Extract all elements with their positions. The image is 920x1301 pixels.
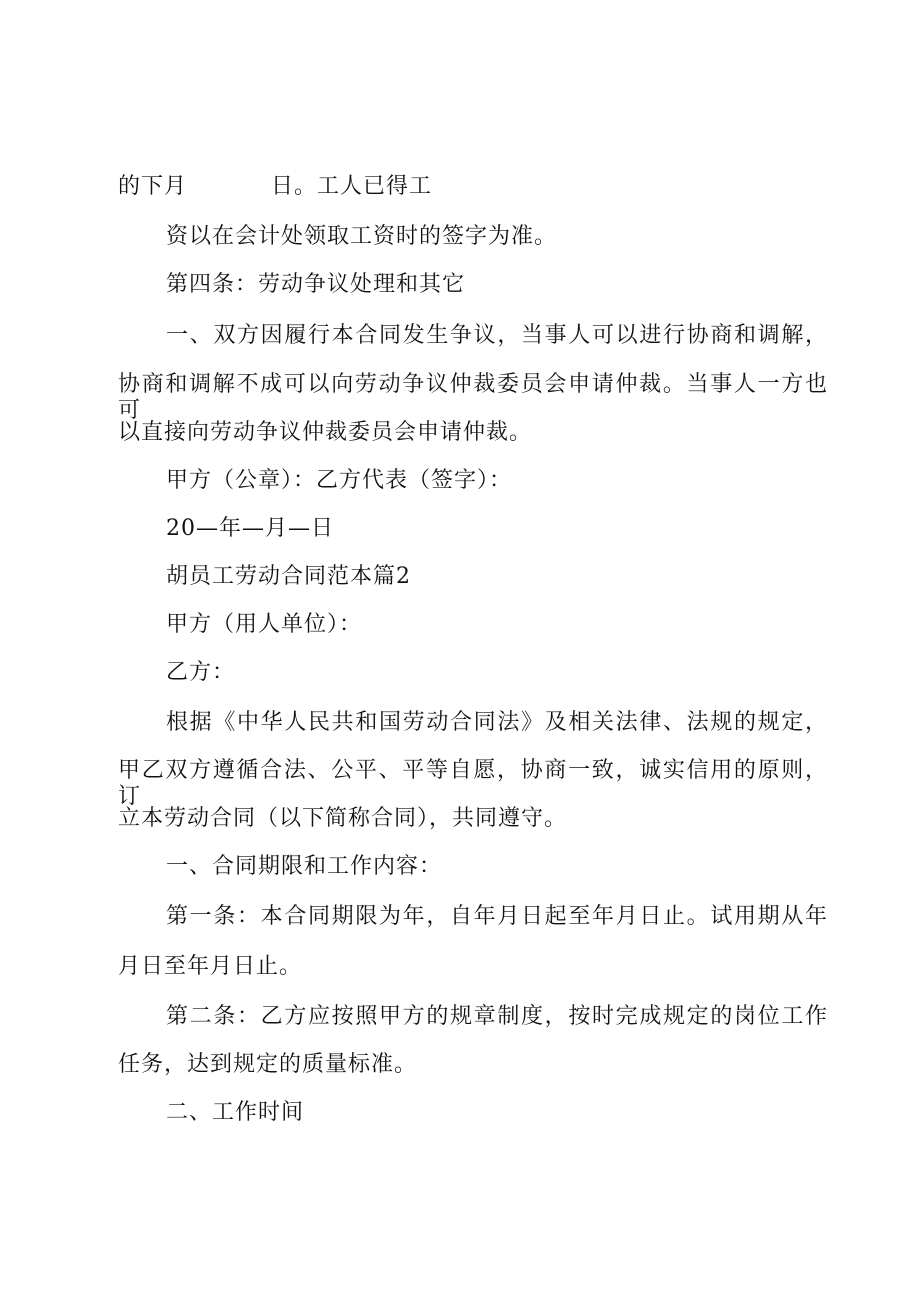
signature-line: 甲方（公章）：乙方代表（签字）： [166,468,513,493]
contract-term-heading: 一、合同期限和工作内容： [166,854,443,879]
text-line-5: 协商和调解不成可以向劳动争议仲裁委员会申请仲裁。当事人一方也可 [118,372,828,423]
text-line-14: 立本劳动合同（以下简称合同），共同遵守。 [118,806,568,831]
text-line-12: 根据《中华人民共和国劳动合同法》及相关法律、法规的规定， [166,710,828,735]
party-b-line: 乙方： [166,660,236,685]
text-line-1-part-b: 日。工人已得工 [271,174,433,199]
text-line-19: 任务，达到规定的质量标准。 [118,1052,418,1077]
text-line-17: 月日至年月日止。 [118,954,303,979]
text-line-2: 资以在会计处领取工资时的签字为准。 [166,224,558,249]
text-line-4: 一、双方因履行本合同发生争议，当事人可以进行协商和调解， [166,323,828,348]
text-line-1 [118,174,432,200]
text-line-13: 甲乙双方遵循合法、公平、平等自愿，协商一致，诚实信用的原则，订 [118,758,828,809]
article-4-heading: 第四条：劳动争议处理和其它 [166,272,466,297]
section-title-2: 胡员工劳动合同范本篇2 [166,564,411,589]
party-a-line: 甲方（用人单位）： [166,612,363,637]
text-line-16: 第一条：本合同期限为年，自年月日起至年月日止。试用期从年 [166,904,828,929]
text-line-18: 第二条：乙方应按照甲方的规章制度，按时完成规定的岗位工作 [166,1004,828,1029]
text-line-1-part-a: 的下月 [118,174,188,199]
text-line-6: 以直接向劳动争议仲裁委员会申请仲裁。 [118,420,533,445]
work-time-heading: 二、工作时间 [166,1100,305,1125]
date-line: 20—年—月—日 [166,516,334,541]
